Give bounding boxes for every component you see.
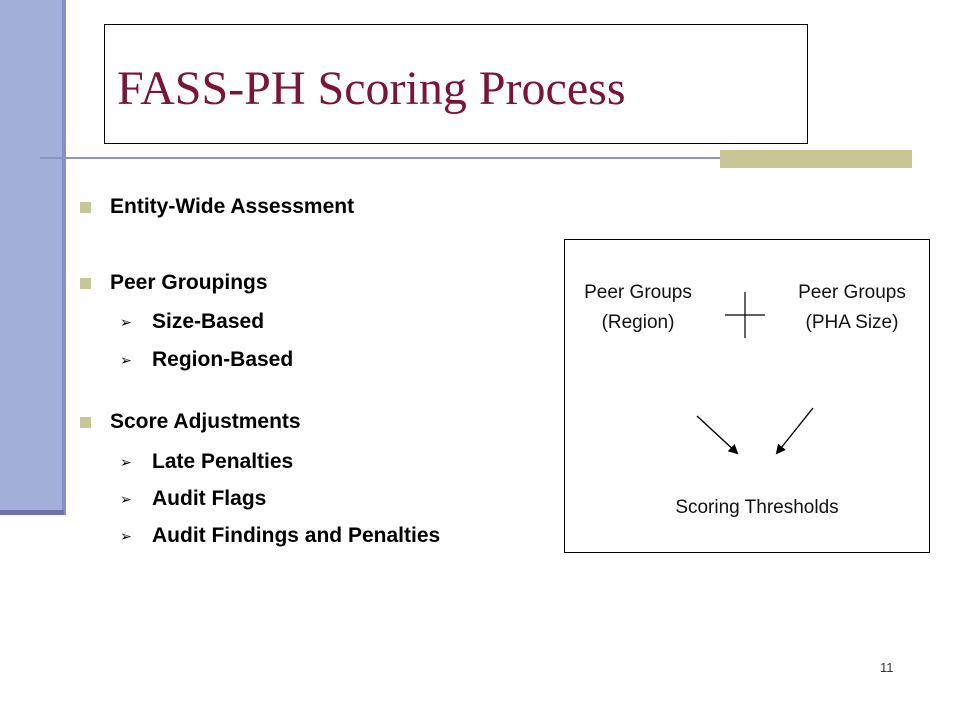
- scoring-thresholds-label: Scoring Thresholds: [675, 497, 839, 518]
- bullet-label: Score Adjustments: [110, 410, 301, 433]
- title-rule-accent: [720, 150, 912, 168]
- sub-bullet-label: Late Penalties: [152, 450, 294, 473]
- sub-bullet-label: Region-Based: [152, 348, 294, 371]
- square-bullet-icon: [80, 202, 91, 213]
- arrow-bullet-icon: ➢: [120, 314, 132, 330]
- arrow-bullet-icon: ➢: [120, 454, 132, 470]
- sub-bullet-label: Size-Based: [152, 310, 265, 333]
- title-box: [104, 24, 808, 144]
- arrow-down-left-icon: [777, 408, 813, 453]
- arrow-bullet-icon: ➢: [120, 352, 132, 368]
- plus-icon: [725, 292, 765, 338]
- peer-group-region-line1: Peer Groups: [584, 282, 692, 303]
- arrow-bullet-icon: ➢: [120, 528, 132, 544]
- peer-group-size-line1: Peer Groups: [798, 282, 906, 303]
- slide-number: 11: [880, 660, 894, 675]
- sub-bullet-label: Audit Findings and Penalties: [152, 524, 441, 547]
- left-accent-bar: [0, 0, 64, 512]
- square-bullet-icon: [80, 417, 91, 428]
- peer-group-region-line2: (Region): [601, 312, 675, 333]
- left-accent-bar-edge: [62, 0, 66, 515]
- arrow-down-right-icon: [697, 416, 737, 453]
- peer-group-size-line2: (PHA Size): [805, 312, 899, 333]
- bullet-label: Entity-Wide Assessment: [110, 195, 355, 218]
- slide-title: FASS-PH Scoring Process: [117, 62, 626, 115]
- arrow-bullet-icon: ➢: [120, 491, 132, 507]
- bullet-label: Peer Groupings: [110, 271, 268, 294]
- sub-bullet-label: Audit Flags: [152, 487, 267, 510]
- left-accent-bar-shadow: [0, 510, 64, 515]
- scoring-diagram: [564, 239, 930, 553]
- square-bullet-icon: [80, 278, 91, 289]
